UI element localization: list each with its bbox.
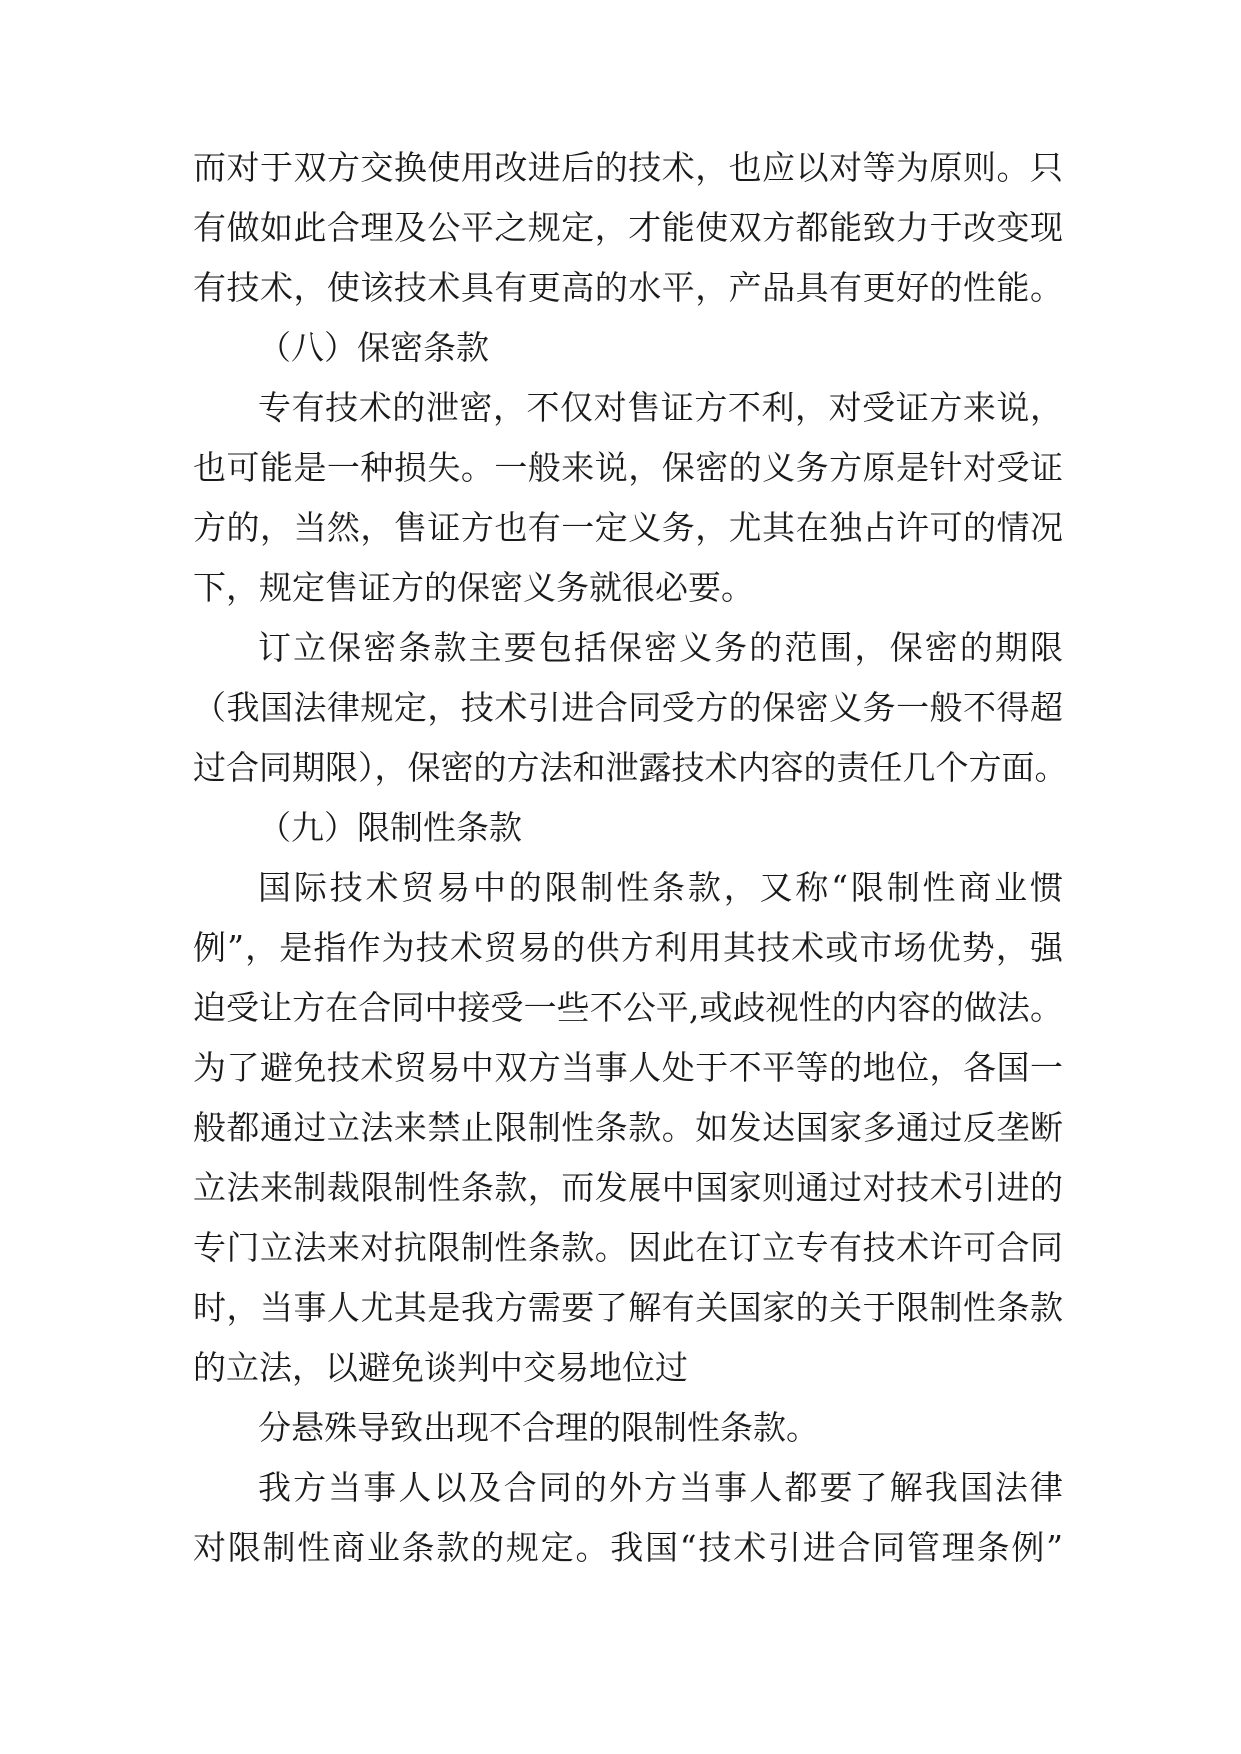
paragraph-line: 订立保密条款主要包括保密义务的范围，保密的期限 (258, 628, 1063, 667)
paragraph-line: 我方当事人以及合同的外方当事人都要了解我国法律 (258, 1468, 1063, 1507)
paragraph-line: 专门立法来对抗限制性条款。因此在订立专有技术许可合同 (193, 1228, 1063, 1267)
paragraph-line: （我国法律规定，技术引进合同受方的保密义务一般不得超 (193, 688, 1063, 727)
paragraph-line: 过合同期限），保密的方法和泄露技术内容的责任几个方面。 (193, 748, 1068, 787)
paragraph-line: 分悬殊导致出现不合理的限制性条款。 (258, 1408, 819, 1447)
paragraph-line: 专有技术的泄密，不仅对售证方不利，对受证方来说， (258, 388, 1063, 427)
paragraph-line: 为了避免技术贸易中双方当事人处于不平等的地位，各国一 (193, 1048, 1063, 1087)
section-heading: （八）保密条款 (258, 328, 489, 367)
section-heading: （九）限制性条款 (258, 808, 522, 847)
paragraph-line: 时，当事人尤其是我方需要了解有关国家的关于限制性条款 (193, 1288, 1063, 1327)
paragraph-line: 也可能是一种损失。一般来说，保密的义务方原是针对受证 (193, 448, 1063, 487)
paragraph-line: 而对于双方交换使用改进后的技术，也应以对等为原则。只 (193, 148, 1063, 187)
paragraph-line: 对限制性商业条款的规定。我国“技术引进合同管理条例” (193, 1528, 1063, 1567)
paragraph-line: 下，规定售证方的保密义务就很必要。 (193, 568, 754, 607)
paragraph-line: 国际技术贸易中的限制性条款，又称“限制性商业惯 (258, 868, 1063, 907)
paragraph-line: 立法来制裁限制性条款，而发展中国家则通过对技术引进的 (193, 1168, 1063, 1207)
paragraph-line: 有做如此合理及公平之规定，才能使双方都能致力于改变现 (193, 208, 1063, 247)
paragraph-line: 的立法，以避免谈判中交易地位过 (193, 1348, 688, 1387)
paragraph-line: 有技术，使该技术具有更高的水平，产品具有更好的性能。 (193, 268, 1063, 307)
paragraph-line: 迫受让方在合同中接受一些不公平,或歧视性的内容的做法。 (193, 988, 1063, 1027)
paragraph-line: 例”，是指作为技术贸易的供方利用其技术或市场优势，强 (193, 928, 1063, 967)
paragraph-line: 般都通过立法来禁止限制性条款。如发达国家多通过反垄断 (193, 1108, 1063, 1147)
paragraph-line: 方的，当然，售证方也有一定义务，尤其在独占许可的情况 (193, 508, 1063, 547)
